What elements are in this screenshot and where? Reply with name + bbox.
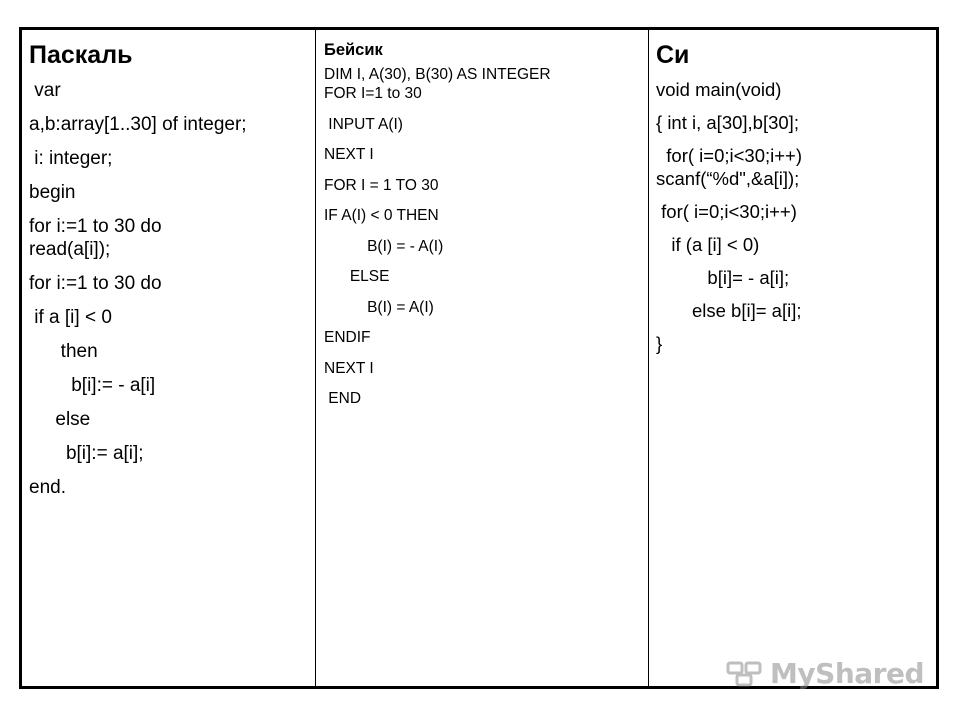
code-line: FOR I = 1 TO 30 <box>324 176 439 194</box>
code-line: NEXT I <box>324 146 374 163</box>
basic-code <box>324 65 648 408</box>
code-line: DIM I, A(30), B(30) AS INTEGER FOR I=1 to 30 <box>324 66 551 102</box>
code-comparison-table <box>19 27 939 689</box>
code-line: B(I) = A(I) <box>324 298 434 316</box>
code-line: for i:=1 to 30 do read(a[i]); <box>29 216 162 260</box>
watermark-text: MyShared <box>770 657 924 690</box>
myshared-logo-icon <box>726 659 766 689</box>
code-line: a,b:array[1..30] of integer; <box>29 114 247 135</box>
code-line: b[i]:= a[i]; <box>29 443 144 464</box>
c-code <box>656 78 936 355</box>
code-line: else b[i]= a[i]; <box>656 300 802 321</box>
code-line: { int i, a[30],b[30]; <box>656 112 799 133</box>
c-heading: Си <box>656 41 690 69</box>
code-line: IF A(I) < 0 THEN <box>324 207 439 224</box>
code-line: for i:=1 to 30 do <box>29 273 162 294</box>
code-line: END <box>324 390 362 407</box>
c-column <box>649 30 936 686</box>
code-line: if a [i] < 0 <box>29 307 112 328</box>
code-line: for( i=0;i<30;i++) scanf(“%d",&a[i]); <box>656 145 803 189</box>
basic-column <box>316 30 649 686</box>
code-line: INPUT A(I) <box>324 115 403 133</box>
code-line: ENDIF <box>324 329 371 346</box>
pascal-column <box>22 30 316 686</box>
code-line: if (a [i] < 0) <box>656 234 760 255</box>
code-line: var <box>29 80 61 101</box>
code-line: void main(void) <box>656 79 782 100</box>
myshared-watermark <box>726 657 924 690</box>
code-line: ELSE <box>324 268 390 285</box>
code-line: b[i]= - a[i]; <box>656 267 790 288</box>
code-line: b[i]:= - a[i] <box>29 375 156 396</box>
code-line: B(I) = - A(I) <box>324 237 444 255</box>
code-line: begin <box>29 182 76 203</box>
code-line: NEXT I <box>324 359 374 377</box>
code-line: else <box>29 409 91 430</box>
code-line: for( i=0;i<30;i++) <box>656 201 797 222</box>
pascal-heading: Паскаль <box>29 41 133 69</box>
code-line: then <box>29 341 98 362</box>
code-line: end. <box>29 477 66 498</box>
pascal-code <box>29 79 315 499</box>
code-line: } <box>656 333 663 354</box>
basic-heading: Бейсик <box>324 41 383 59</box>
code-line: i: integer; <box>29 148 113 169</box>
